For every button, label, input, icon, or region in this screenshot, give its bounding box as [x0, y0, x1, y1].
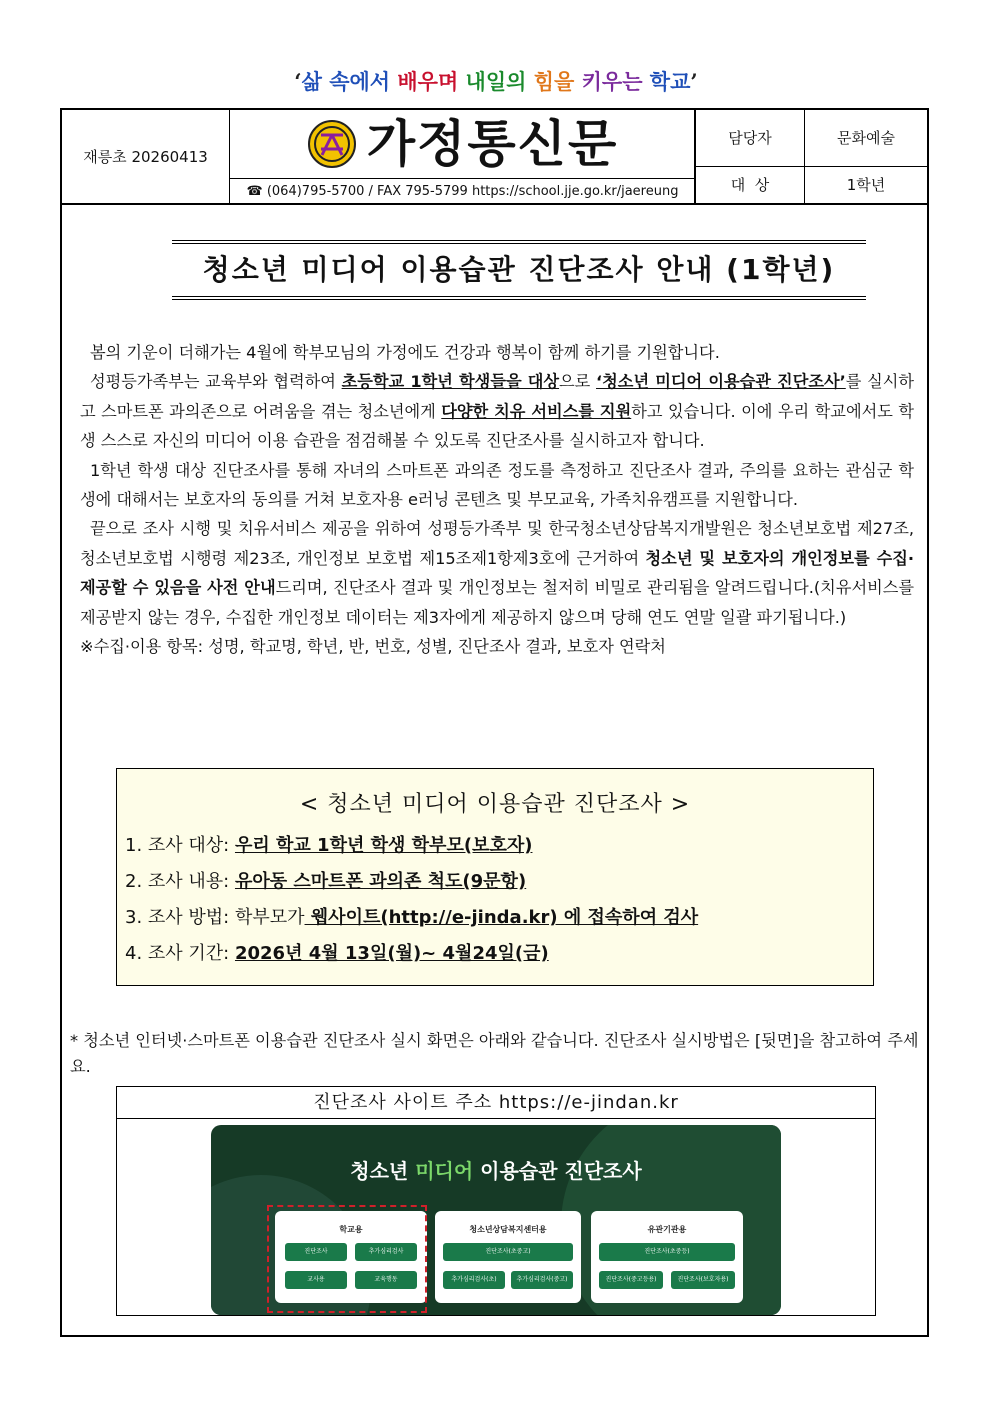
item-label: 1. 조사 대상:: [125, 835, 235, 856]
document-frame: [60, 108, 929, 1337]
doc-code: 재릉초 20260413: [62, 110, 230, 203]
item-label: 2. 조사 내용:: [125, 871, 235, 892]
target-value: 1학년: [805, 166, 928, 203]
card-button[interactable]: 진단조사(보호자용): [671, 1271, 735, 1289]
item-label: 3. 조사 방법:: [125, 907, 235, 928]
survey-info-list: [125, 828, 873, 972]
emphasis-survey-name: ‘청소년 미디어 이용습관 진단조사’: [596, 372, 846, 392]
text-span: 이용습관 진단조사: [473, 1159, 642, 1183]
paragraph-privacy: [80, 514, 914, 632]
emphasis-privacy: 청소년 및 보호자의 개인정보를 수집·제공할 수 있음을 사전 안내: [80, 548, 914, 598]
letterhead: [62, 110, 927, 205]
paragraph-greeting: 봄의 기운이 더해가는 4월에 학부모님의 가정에도 건강과 행복이 함께 하기를 기원합니다.: [90, 343, 720, 362]
title-cell: [230, 110, 695, 203]
emphasis-service: 다양한 치유 서비스를 지원: [441, 401, 632, 421]
site-screenshot-title: [211, 1155, 781, 1184]
survey-info-box: [116, 768, 874, 986]
school-contact: ☎ (064)795-5700 / FAX 795-5799 https://school.jje.go.kr/jaereung: [230, 178, 695, 204]
highlight-dashed-box: [267, 1205, 427, 1313]
site-address[interactable]: 진단조사 사이트 주소 https://e-jindan.kr: [117, 1087, 875, 1119]
card-button[interactable]: 진단조사(초중고): [443, 1243, 573, 1261]
text-span: 드리며, 진단조사 결과 및 개인정보는 철저히 비밀로 관리됨을 알려드립니다.(치유서비스를 제공받지 않는 경우, 수집한 개인정보 데이터는 제3자에게 제공하지 않으며 당해 연도 연말 일괄 파기됩니다.): [80, 578, 914, 627]
manager-label: 담당자: [696, 110, 805, 166]
paragraph-intro: [80, 367, 914, 455]
survey-info-item: [125, 864, 873, 900]
motto-word: 힘을: [526, 69, 575, 94]
text-span: 청소년: [350, 1159, 416, 1183]
card-button[interactable]: 추가심리검사(중고): [511, 1271, 573, 1289]
document-body: [80, 338, 914, 661]
card-button[interactable]: 진단조사(중고등용): [599, 1271, 663, 1289]
paper-name: 가정통신문: [366, 113, 619, 173]
site-screenshot: [211, 1125, 781, 1315]
text-span: 끝으로 조사 시행 및 치유서비스 제공을 위하여 성평등가족부 및 한국청소년상담복지개발원은 청소년보호법 제27조, 청소년보호법 시행령 제23조, 개인정보 보호법 제15조제1항제3호에 근거하여: [80, 519, 914, 568]
document-title: 청소년 미디어 이용습관 진단조사 안내 (1학년): [202, 253, 836, 286]
survey-info-item: [125, 936, 873, 972]
school-emblem-icon: [307, 119, 357, 169]
item-prefix: 학부모가: [234, 907, 305, 928]
site-address-box: [116, 1086, 876, 1316]
survey-box-title: < 청소년 미디어 이용습관 진단조사 >: [299, 792, 691, 817]
motto-word: 키우는: [574, 69, 643, 94]
motto-word: 배우며: [390, 69, 459, 94]
motto-close-quote: ’: [690, 69, 698, 94]
text-span: 를 실시하고 스마트폰 과의존으로 어려움을 겪는 청소년에게: [80, 372, 914, 421]
motto-word: 내일의: [458, 69, 527, 94]
item-value[interactable]: 웹사이트(http://e-jinda.kr) 에 접속하여 검사: [304, 907, 699, 928]
text-span: 성평등가족부는 교육부와 협력하여: [90, 372, 342, 392]
card-name: 청소년상담복지센터용: [469, 1225, 547, 1234]
manager-value: 문화예술: [805, 110, 928, 166]
target-label: 대 상: [696, 166, 805, 203]
motto-open-quote: ‘: [294, 69, 302, 94]
paper-title-row: [230, 110, 695, 177]
emphasis-target: 초등학교 1학년 학생들을 대상: [341, 372, 560, 392]
text-span: 하고 있습니다. 이에 우리 학교에서도 학생 스스로 자신의 미디어 이용 습관을 점검해볼 수 있도록 진단조사를 실시하고자 합니다.: [80, 401, 914, 451]
motto-word: 학교: [642, 69, 691, 94]
card-button[interactable]: 진단조사(초중등): [599, 1243, 735, 1261]
survey-info-item: [125, 828, 873, 864]
survey-info-item: [125, 900, 873, 936]
meta-table: [695, 110, 927, 203]
card-button[interactable]: 추가심리검사: [355, 1243, 417, 1261]
card-name: 학교용: [339, 1225, 363, 1234]
card-name: 유관기관용: [647, 1225, 687, 1234]
card-counseling-center[interactable]: [435, 1211, 581, 1303]
item-value: 우리 학교 1학년 학생 학부모(보호자): [234, 835, 533, 856]
card-button[interactable]: 교사용: [285, 1271, 347, 1289]
paragraph-support: 1학년 학생 대상 진단조사를 통해 자녀의 스마트폰 과의존 정도를 측정하고 진단조사 결과, 주의를 요하는 관심군 학생에 대해서는 보호자의 동의를 거쳐 보호자용 e러닝 콘텐츠 및 부모교육, 가족치유캠프를 지원합니다.: [80, 460, 914, 510]
document-title-box: [172, 240, 866, 300]
highlight-word: 미디어: [415, 1159, 474, 1183]
motto-word: 삶 속에서: [301, 69, 391, 94]
school-motto: [0, 66, 992, 96]
card-button[interactable]: 교육행동: [355, 1271, 417, 1289]
item-label: 4. 조사 기간:: [125, 943, 235, 964]
screen-note: * 청소년 인터넷·스마트폰 이용습관 진단조사 실시 화면은 아래와 같습니다. 진단조사 실시방법은 [뒷면]을 참고하여 주세요.: [70, 1031, 919, 1076]
collection-items: ※수집·이용 항목: 성명, 학교명, 학년, 반, 번호, 성별, 진단조사 결과, 보호자 연락처: [80, 637, 666, 657]
card-button[interactable]: 진단조사: [285, 1243, 347, 1261]
card-related-agency[interactable]: [591, 1211, 743, 1303]
item-value: 2026년 4월 13일(월)~ 4월24일(금): [234, 943, 549, 964]
item-value: 유아동 스마트폰 과의존 척도(9문항): [234, 871, 527, 892]
card-button[interactable]: 추가심리검사(초): [443, 1271, 505, 1289]
text-span: 으로: [559, 372, 597, 392]
